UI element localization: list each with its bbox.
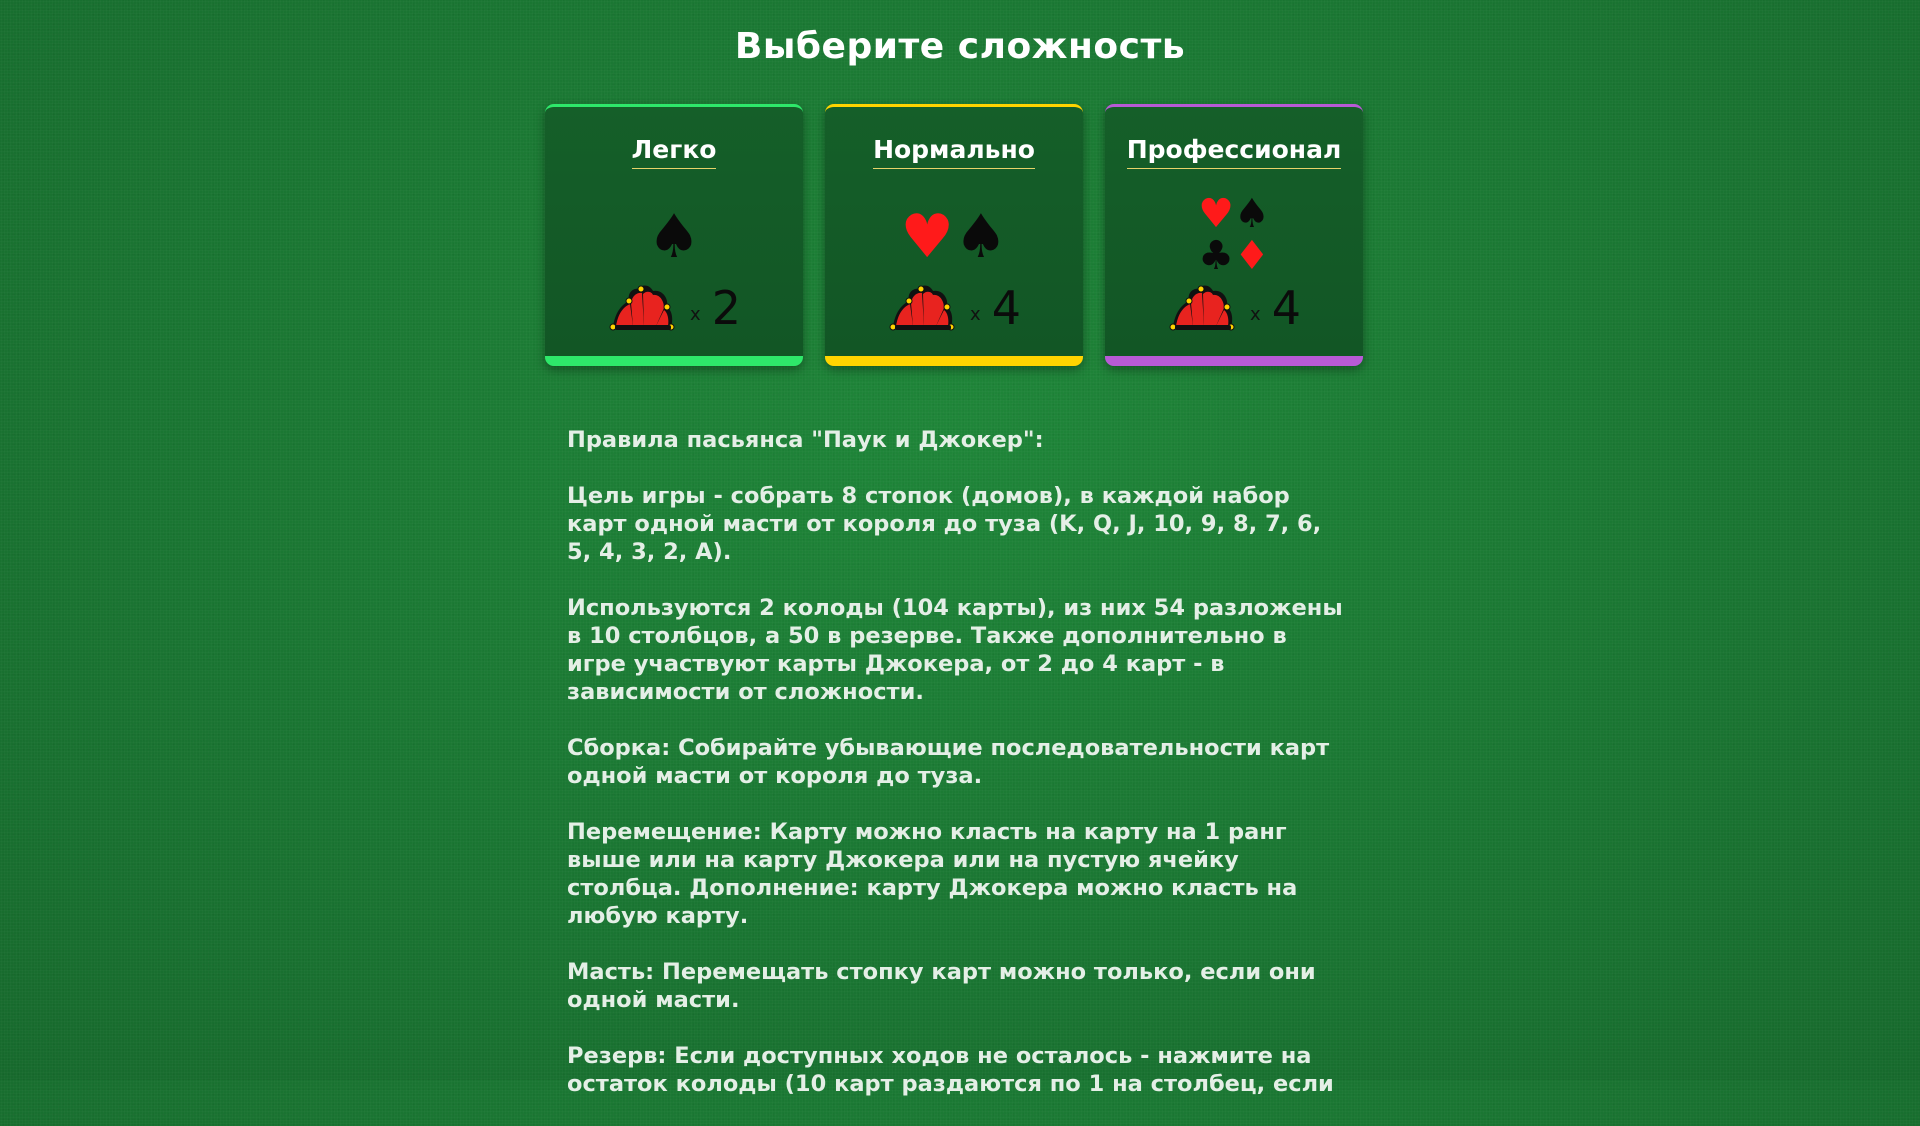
multiply-sign: x xyxy=(970,304,981,325)
rules-decks: Используются 2 колоды (104 карты), из них 54 разложены в 10 столбцов, а 50 в резерве. Также дополнительно в игре участвуют карты Джокера, от 2 до 4 карт - в зависимости от сложности. xyxy=(567,595,1343,705)
club-icon: ♣ xyxy=(1198,233,1234,279)
suits-group xyxy=(825,202,1083,272)
rules-building: Сборка: Собирайте убывающие последовательности карт одной масти от короля до туза. xyxy=(567,735,1330,789)
spade-icon: ♠ xyxy=(1234,191,1270,237)
difficulty-card-normal[interactable] xyxy=(825,104,1083,366)
difficulty-card-professional[interactable] xyxy=(1105,104,1363,366)
rules-text xyxy=(567,426,1347,1126)
difficulty-card-easy[interactable] xyxy=(545,104,803,366)
suits-group xyxy=(545,202,803,272)
rules-reserve: Резерв: Если доступных ходов не осталось - нажмите на остаток колоды (10 карт раздаются по 1 на столбец, если xyxy=(567,1043,1334,1097)
joker-count: 4 xyxy=(1271,281,1302,335)
rules-heading: Правила пасьянса "Паук и Джокер": xyxy=(567,427,1044,453)
joker-count-row xyxy=(1105,283,1363,335)
heart-icon: ♥ xyxy=(1198,191,1234,237)
rules-goal: Цель игры - собрать 8 стопок (домов), в каждой набор карт одной масти от короля до туза (K, Q, J, 10, 9, 8, 7, 6, 5, 4, 3, 2, A). xyxy=(567,483,1322,565)
difficulty-name: Профессионал xyxy=(1105,135,1363,169)
page-title: Выберите сложность xyxy=(734,26,1186,67)
difficulty-selector xyxy=(545,104,1365,370)
difficulty-name: Легко xyxy=(545,135,803,169)
spade-icon: ♠ xyxy=(647,202,701,272)
rules-suit: Масть: Перемещать стопку карт можно только, если они одной масти. xyxy=(567,959,1316,1013)
joker-count-row xyxy=(825,283,1083,335)
rules-moving: Перемещение: Карту можно класть на карту на 1 ранг выше или на карту Джокера или на пустую ячейку столбца. Дополнение: карту Джокера можно класть на любую карту. xyxy=(567,819,1298,929)
multiply-sign: x xyxy=(1250,304,1261,325)
joker-count: 2 xyxy=(711,281,742,335)
difficulty-name: Нормально xyxy=(825,135,1083,169)
heart-icon: ♥ xyxy=(900,202,954,272)
spade-icon: ♠ xyxy=(954,202,1008,272)
diamond-icon: ♦ xyxy=(1234,233,1270,279)
joker-count-row xyxy=(545,283,803,335)
joker-count: 4 xyxy=(991,281,1022,335)
suits-group xyxy=(1105,193,1363,277)
multiply-sign: x xyxy=(690,304,701,325)
jester-hat-icon xyxy=(887,283,957,333)
jester-hat-icon xyxy=(607,283,677,333)
jester-hat-icon xyxy=(1167,283,1237,333)
